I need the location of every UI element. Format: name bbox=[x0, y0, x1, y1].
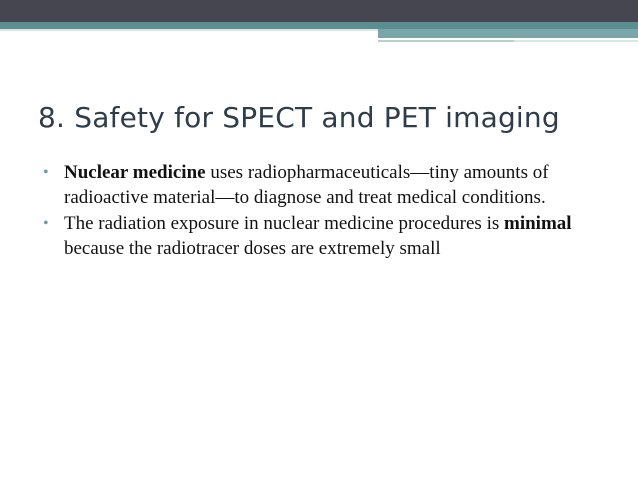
bullet-list bbox=[40, 161, 602, 263]
bullet-bold-lead: Nuclear medicine bbox=[64, 162, 206, 183]
bullet-text-tail: because the radiotracer doses are extremely small bbox=[64, 237, 441, 259]
bullet-text: The radiation exposure in nuclear medicine procedures is bbox=[64, 213, 504, 234]
bullet-text: uses radiopharmaceuticals—tiny amounts of radioactive material—to diagnose and treat medical conditions. bbox=[64, 162, 549, 208]
header-accent-line-right bbox=[514, 40, 638, 42]
header-bar-teal bbox=[0, 22, 638, 29]
bullet-marker: • bbox=[43, 215, 49, 232]
bullet-item-nuclear-medicine bbox=[40, 161, 602, 210]
header-accent-line-left bbox=[378, 40, 514, 42]
bullet-marker: • bbox=[43, 164, 49, 181]
header-accent-bar bbox=[378, 29, 638, 38]
header-bar-dark bbox=[0, 0, 638, 22]
bullet-item-radiation-exposure bbox=[40, 212, 602, 261]
header-bar-pale bbox=[0, 29, 378, 31]
slide-title: 8. Safety for SPECT and PET imaging bbox=[38, 101, 560, 134]
bullet-bold-word: minimal bbox=[504, 213, 572, 234]
